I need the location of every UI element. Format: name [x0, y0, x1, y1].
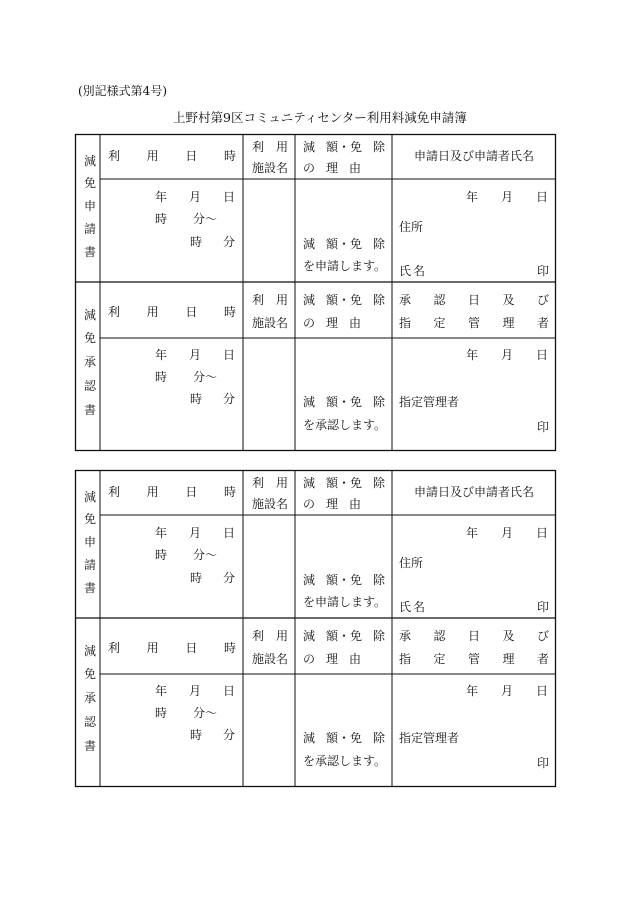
approval-reason-header-line2: の 理 由 — [303, 316, 361, 330]
reduction-line2: を申請します。 — [303, 259, 387, 273]
approval-reduction-line2: を承認します。 — [303, 754, 387, 768]
approval-date-row2: 時 分〜 — [155, 706, 217, 720]
facility-header-line2: 施設名 — [252, 497, 289, 511]
approval-seal-label: 印 — [536, 756, 549, 770]
applicant-header: 申請日及び申請者氏名 — [413, 149, 534, 163]
date-row2: 時 分〜 — [155, 548, 217, 562]
date-row1: 年 月 日 — [155, 526, 235, 540]
approval-reduction-line1: 減 額・免 除 — [303, 395, 385, 409]
manager-label: 指定管理者 — [399, 395, 460, 409]
approval-reason-header-line2: の 理 由 — [303, 652, 361, 666]
date-row2: 時 分〜 — [155, 212, 217, 226]
reason-header-line2: の 理 由 — [303, 497, 361, 511]
approval-side-label: 減 免 承 認 書 — [83, 308, 96, 417]
reduction-line1: 減 額・免 除 — [303, 237, 385, 251]
usage-datetime-header: 利 用 日 時 — [108, 149, 236, 163]
reason-header-line2: の 理 由 — [303, 161, 361, 175]
approval-facility-header-line1: 利 用 — [252, 629, 288, 643]
approval-reason-header-line1: 減 額・免 除 — [303, 293, 385, 307]
facility-header-line2: 施設名 — [252, 161, 289, 175]
usage-datetime-header: 利 用 日 時 — [108, 485, 236, 499]
seal-label: 印 — [536, 600, 549, 614]
date-row3: 時 分 — [190, 235, 235, 249]
date-row3: 時 分 — [190, 571, 235, 585]
approval-date-row1: 年 月 日 — [155, 348, 235, 362]
approval-date: 年 月 日 — [466, 684, 548, 698]
applicant-date: 年 月 日 — [466, 190, 548, 204]
reduction-line2: を申請します。 — [303, 595, 387, 609]
approval-date-row3: 時 分 — [190, 728, 235, 742]
form-number: (別記様式第4号) — [78, 84, 167, 98]
application-side-label: 減 免 申 請 書 — [83, 490, 96, 595]
date-row1: 年 月 日 — [155, 190, 235, 204]
applicant-date: 年 月 日 — [466, 526, 548, 540]
manager-label: 指定管理者 — [399, 731, 460, 745]
application-side-label: 減 免 申 請 書 — [83, 154, 96, 259]
approval-facility-header-line1: 利 用 — [252, 293, 288, 307]
facility-header-line1: 利 用 — [252, 476, 288, 490]
approval-facility-header-line2: 施設名 — [252, 316, 289, 330]
approver-header-line1: 承 認 日 及 び — [399, 629, 549, 643]
name-label: 氏名 — [399, 600, 428, 614]
reduction-form-block — [75, 470, 556, 787]
reduction-form-block — [75, 134, 556, 451]
approval-date-row3: 時 分 — [190, 392, 235, 406]
approver-header-line2: 指 定 管 理 者 — [399, 316, 549, 330]
approval-usage-datetime-header: 利 用 日 時 — [108, 305, 236, 319]
approval-seal-label: 印 — [536, 420, 549, 434]
address-label: 住所 — [399, 556, 424, 570]
approval-reduction-line1: 減 額・免 除 — [303, 731, 385, 745]
name-label: 氏名 — [399, 264, 428, 278]
facility-header-line1: 利 用 — [252, 140, 288, 154]
address-label: 住所 — [399, 220, 424, 234]
reason-header-line1: 減 額・免 除 — [303, 140, 385, 154]
approval-date: 年 月 日 — [466, 348, 548, 362]
approval-date-row2: 時 分〜 — [155, 370, 217, 384]
approval-side-label: 減 免 承 認 書 — [83, 644, 96, 753]
approver-header-line2: 指 定 管 理 者 — [399, 652, 549, 666]
reduction-line1: 減 額・免 除 — [303, 573, 385, 587]
page-title: 上野村第9区コミュニティセンター利用料減免申請簿 — [173, 110, 467, 125]
approval-date-row1: 年 月 日 — [155, 684, 235, 698]
applicant-header: 申請日及び申請者氏名 — [413, 485, 534, 499]
approval-reduction-line2: を承認します。 — [303, 418, 387, 432]
approval-reason-header-line1: 減 額・免 除 — [303, 629, 385, 643]
seal-label: 印 — [536, 264, 549, 278]
reason-header-line1: 減 額・免 除 — [303, 476, 385, 490]
approval-facility-header-line2: 施設名 — [252, 652, 289, 666]
approval-usage-datetime-header: 利 用 日 時 — [108, 641, 236, 655]
approver-header-line1: 承 認 日 及 び — [399, 293, 549, 307]
